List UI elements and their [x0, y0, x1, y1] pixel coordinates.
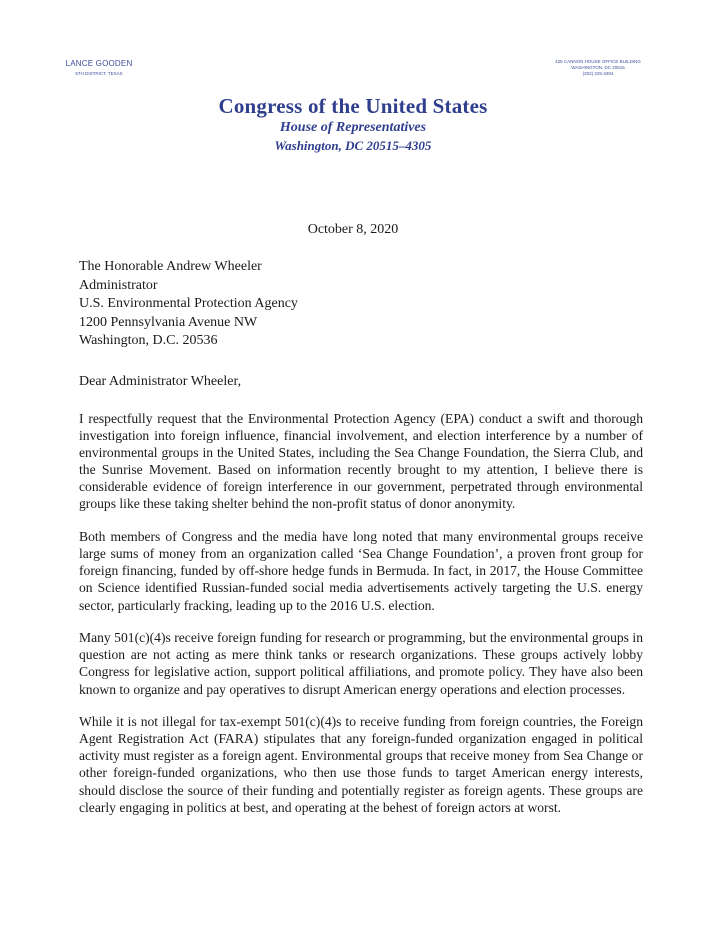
letterhead-address: Washington, DC 20515–4305 [274, 138, 432, 153]
office-address-block [528, 59, 668, 77]
letterhead-chamber: House of Representatives [279, 120, 427, 135]
office-address-line: 425 CANNON HOUSE OFFICE BUILDING [555, 59, 641, 64]
recipient-address [79, 258, 298, 351]
body-paragraph: Many 501(c)(4)s receive foreign funding for research or programming, but the environmental groups in question are not acting as mere think tanks or research organizations. These groups actively lobby Congress for legislative action, support political affiliations, and promote policy. They have also been known to organize and pay operatives to disrupt American energy operations and election processes. [79, 630, 643, 697]
letterhead [0, 94, 706, 155]
member-district: 5TH DISTRICT, TEXAS [75, 71, 123, 76]
member-name: LANCE GOODEN [65, 59, 133, 68]
letter-date: October 8, 2020 [307, 222, 399, 237]
body-paragraph: Both members of Congress and the media have long noted that many environmental groups receive large sums of money from an organization called ‘Sea Change Foundation’, a proven front group for foreign financing, funded by off-shore hedge funds in Bermuda. In fact, in 2017, the House Committee on Science identified Russian-funded social media advertisements actively targeting the U.S. energy sector, particularly fracking, leading up to the 2016 U.S. election. [79, 529, 643, 613]
body-paragraph: I respectfully request that the Environmental Protection Agency (EPA) conduct a swift and thorough investigation into foreign influence, financial involvement, and election interference by a number of environmental groups in the United States, including the Sea Change Foundation, the Sierra Club, and the Sunrise Movement. Based on information recently brought to my attention, I believe there is considerable evidence of foreign interference in our government, perpetrated through environmental groups like these taking shelter behind the non-profit status of donor anonymity. [79, 411, 643, 512]
office-phone-line: (202) 225-3484 [582, 71, 614, 76]
recipient-city: Washington, D.C. 20536 [79, 333, 218, 348]
body-paragraph: While it is not illegal for tax-exempt 501(c)(4)s to receive funding from foreign countries, the Foreign Agent Registration Act (FARA) stipulates that any foreign-funded organization engaged in political activity must register as a foreign agent. Environmental groups that receive money from Sea Change or other foreign-funded organizations, who then use those funds to target American energy interests, should disclose the source of their funding and potentially register as foreign agents. These groups are clearly engaging in politics at best, and operating at the behest of foreign actors at worst. [79, 714, 643, 815]
office-address-line: WASHINGTON, DC 20515 [571, 65, 625, 70]
letterhead-title: Congress of the United States [218, 94, 488, 118]
recipient-agency: U.S. Environmental Protection Agency [79, 296, 298, 311]
recipient-title: Administrator [79, 277, 158, 293]
letter-body [79, 410, 643, 831]
recipient-name: The Honorable Andrew Wheeler [79, 259, 262, 274]
recipient-street: 1200 Pennsylvania Avenue NW [79, 314, 258, 330]
salutation: Dear Administrator Wheeler, [79, 374, 242, 389]
